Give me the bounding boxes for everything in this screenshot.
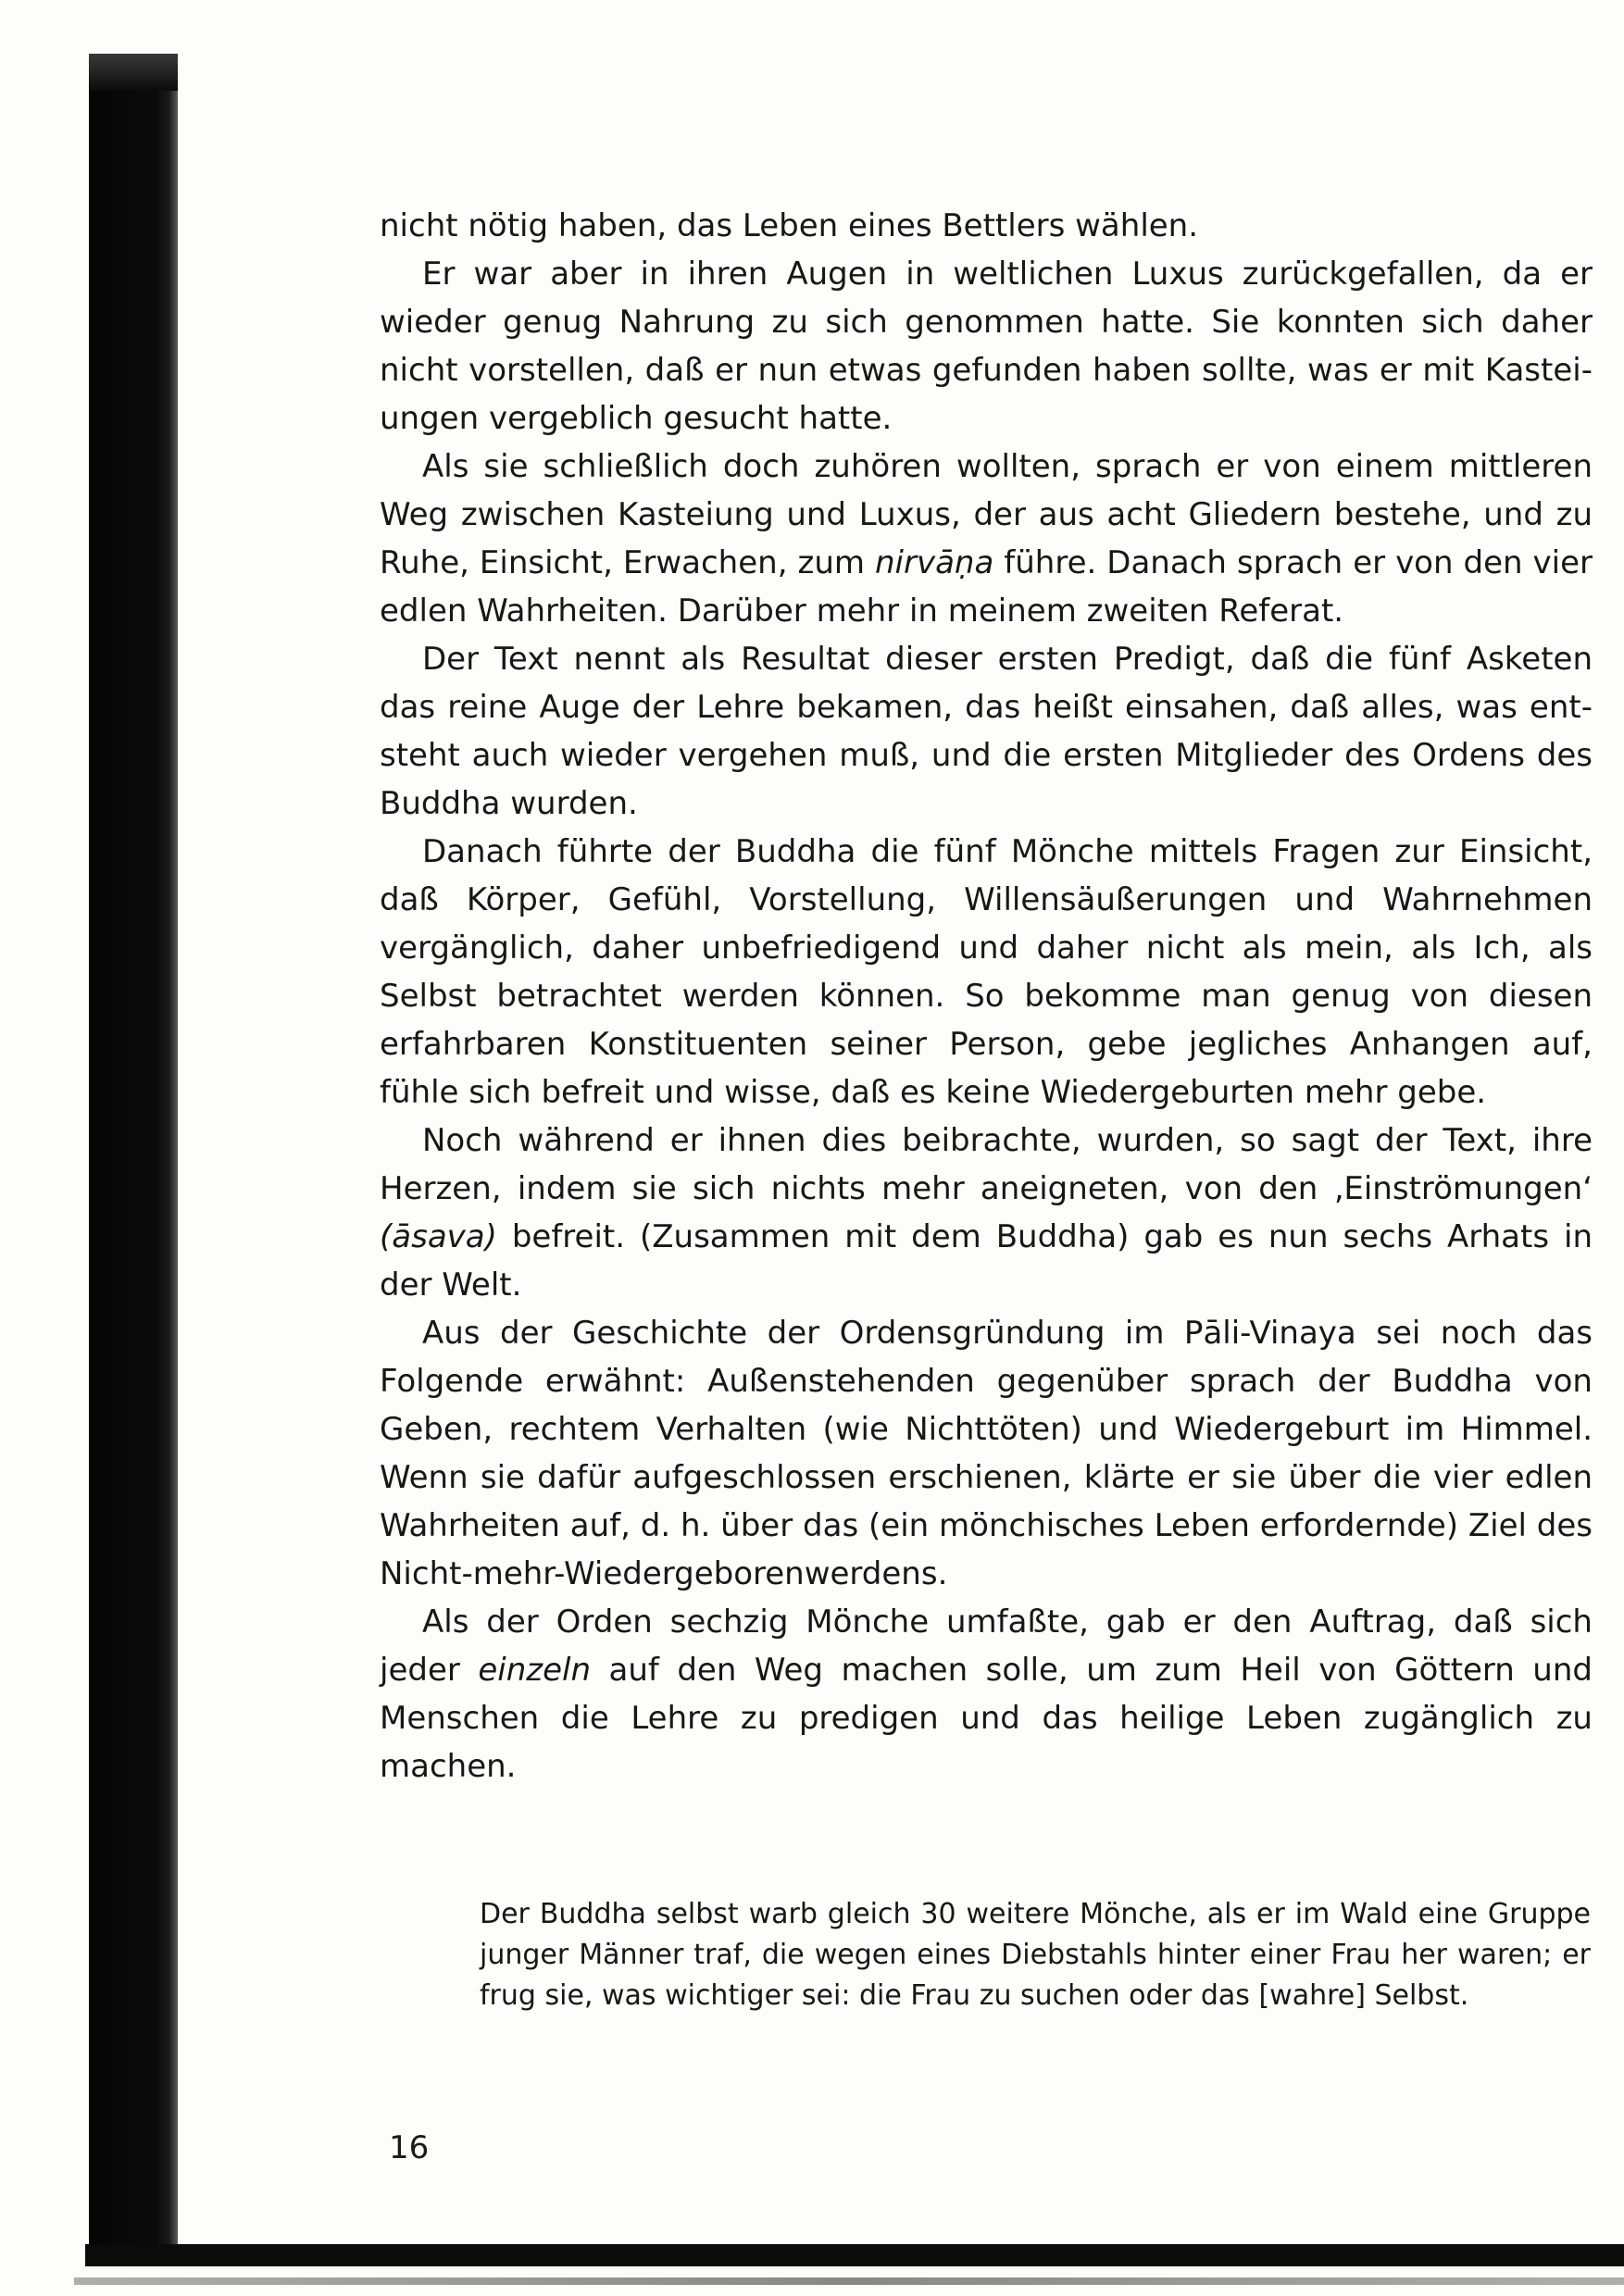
binding-shadow: [89, 54, 178, 2266]
paragraph: [380, 250, 1593, 443]
text-segment: Noch während er ihnen dies beibrachte, wurden, so sagt der Text, ihre Herzen, indem sie sich nichts mehr aneigneten, von den ‚Einströmungen‘: [380, 1122, 1593, 1207]
paragraph: [380, 635, 1593, 828]
text-segment: auf den Weg machen solle, um zum Heil von Göttern und Menschen die Lehre zu predigen und das heilige Leben zugänglich zu machen.: [380, 1652, 1593, 1785]
text-segment: führe. Danach sprach er von den vier edlen Wahrheiten. Darüber mehr in meinem zweiten Referat.: [380, 544, 1593, 630]
binding-shadow-top: [89, 54, 178, 91]
text-segment: befreit. (Zusammen mit dem Buddha) gab es nun sechs Arhats in der Welt.: [380, 1218, 1593, 1304]
page-number: 16: [389, 2129, 430, 2166]
paragraph: [380, 202, 1593, 250]
body-text: [380, 202, 1593, 1791]
text-segment: nicht nötig haben, das Leben eines Bettlers wählen.: [380, 207, 1199, 244]
text-segment: Als der Orden sechzig Mönche umfaßte, gab er den Auftrag, daß sich jeder: [380, 1603, 1593, 1689]
text-segment: Der Text nennt als Resultat dieser ersten Predigt, daß die fünf Asketen das reine Auge der Lehre bekamen, das heißt einsahen, daß alles, was entsteht auch wieder vergehen muß, und die ersten Mitglieder des Ordens des Buddha wurden.: [380, 641, 1593, 822]
italic-term: nirvāṇa: [874, 544, 994, 581]
italic-term: einzeln: [478, 1652, 592, 1689]
text-segment: Er war aber in ihren Augen in weltlichen Luxus zurückgefallen, da er wieder genug Nahrung zu sich genommen hatte. Sie konnten sich daher nicht vorstellen, daß er nun etwas gefunden haben sollte, was er mit Kasteiungen vergeblich gesucht hatte.: [380, 256, 1593, 437]
italic-term: (āsava): [380, 1218, 497, 1255]
paragraph: [380, 1309, 1593, 1598]
block-quote: Der Buddha selbst warb gleich 30 weitere Mönche, als er im Wald eine Gruppe junger Männer traf, die wegen eines Diebstahls hinter einer Frau her waren; er frug sie, was wichtiger sei: die Frau zu suchen oder das [wahre] Selbst.: [480, 1898, 1591, 2012]
paragraph: [380, 443, 1593, 635]
text-segment: Aus der Geschichte der Ordensgründung im Pāli-Vinaya sei noch das Folgende erwähnt: Außenstehenden gegenüber sprach der Buddha von Geben, rechtem Verhalten (wie Nichttöten) und Wiedergeburt im Himmel. Wenn sie dafür aufgeschlossen erschienen, klärte er sie über die vier edlen Wahrheiten auf, d. h. über das (ein mönchisches Leben erfordernde) Ziel des Nicht-mehr-Wiedergeborenwerdens.: [380, 1315, 1593, 1592]
text-segment: Als sie schließlich doch zuhören wollten, sprach er von einem mittleren Weg zwischen Kasteiung und Luxus, der aus acht Gliedern bestehe, und zu Ruhe, Einsicht, Erwachen, zum: [380, 448, 1593, 581]
paragraph: [380, 828, 1593, 1117]
paragraph: [380, 1117, 1593, 1309]
bottom-scan-edge: [74, 2277, 1624, 2285]
bottom-scan-band: [85, 2244, 1624, 2266]
text-segment: Danach führte der Buddha die fünf Mönche mittels Fragen zur Einsicht, daß Körper, Gefühl, Vorstellung, Willensäußerungen und Wahrnehmen vergänglich, daher unbefriedigend und daher nicht als mein, als Ich, als Selbst betrachtet werden können. So bekomme man genug von diesen erfahrbaren Konstituenten seiner Person, gebe jegliches Anhangen auf, fühle sich befreit und wisse, daß es keine Wiedergeburten mehr gebe.: [380, 833, 1593, 1111]
paragraph: [380, 1598, 1593, 1791]
